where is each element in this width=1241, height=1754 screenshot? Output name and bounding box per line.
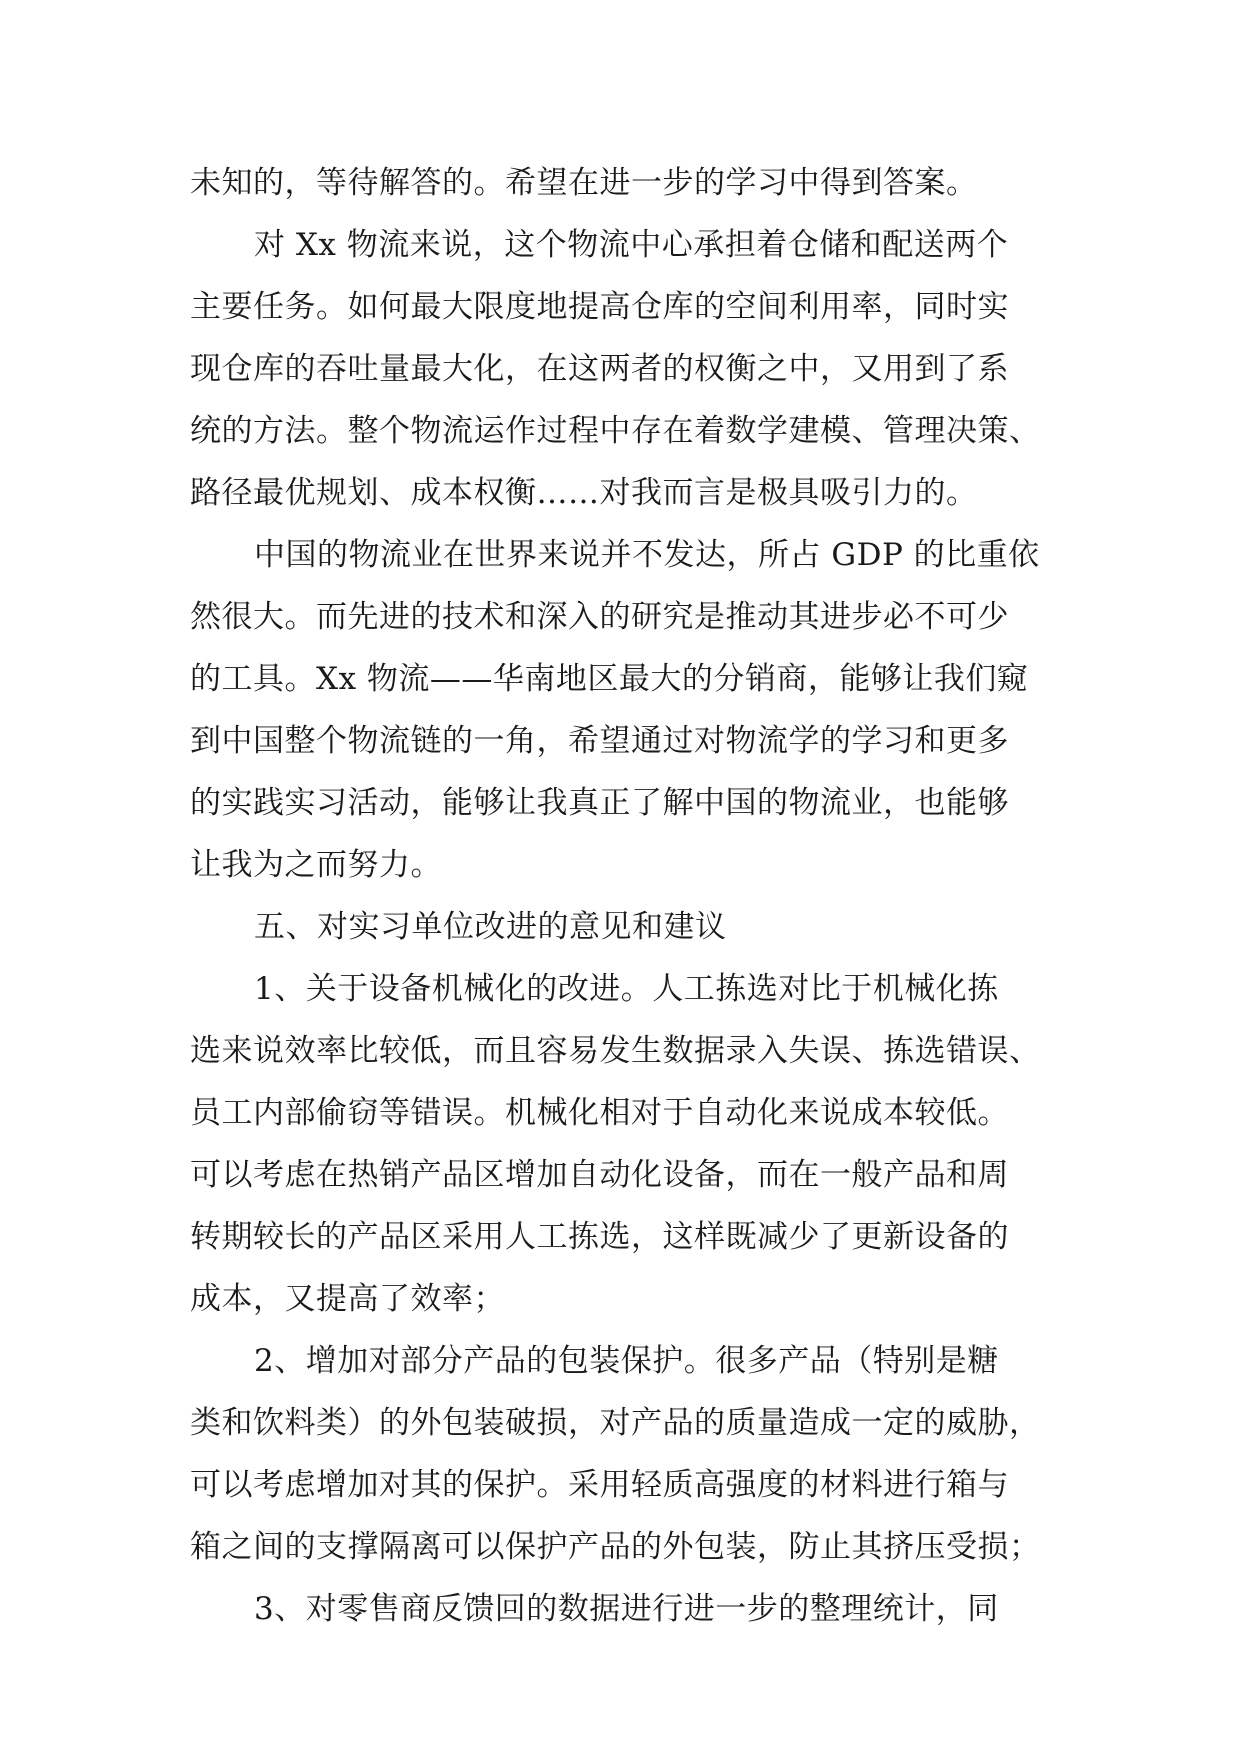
text-line: 可以考虑增加对其的保护。采用轻质高强度的材料进行箱与 <box>190 1467 1009 1503</box>
text-line: 的工具。Xx 物流——华南地区最大的分销商，能够让我们窥 <box>190 661 1029 697</box>
text-line: 路径最优规划、成本权衡……对我而言是极具吸引力的。 <box>190 475 978 511</box>
text-line: 3、对零售商反馈回的数据进行进一步的整理统计，同 <box>254 1591 999 1627</box>
text-line: 然很大。而先进的技术和深入的研究是推动其进步必不可少 <box>190 599 1009 635</box>
text-line: 员工内部偷窃等错误。机械化相对于自动化来说成本较低。 <box>190 1095 1009 1131</box>
text-line: 2、增加对部分产品的包装保护。很多产品（特别是糖 <box>254 1343 999 1379</box>
text-line: 未知的，等待解答的。希望在进一步的学习中得到答案。 <box>190 165 978 201</box>
text-line: 主要任务。如何最大限度地提高仓库的空间利用率，同时实 <box>190 289 1009 325</box>
text-line: 现仓库的吞吐量最大化，在这两者的权衡之中，又用到了系 <box>190 351 1009 387</box>
text-line: 到中国整个物流链的一角，希望通过对物流学的学习和更多 <box>190 723 1009 759</box>
text-line: 选来说效率比较低，而且容易发生数据录入失误、拣选错误、 <box>190 1033 1041 1069</box>
document-body <box>190 152 1070 1640</box>
text-line: 转期较长的产品区采用人工拣选，这样既减少了更新设备的 <box>190 1219 1009 1255</box>
text-line: 可以考虑在热销产品区增加自动化设备，而在一般产品和周 <box>190 1157 1009 1193</box>
text-line: 统的方法。整个物流运作过程中存在着数学建模、管理决策、 <box>190 413 1041 449</box>
text-line: 成本，又提高了效率； <box>190 1281 505 1317</box>
text-line: 的实践实习活动，能够让我真正了解中国的物流业，也能够 <box>190 785 1009 821</box>
text-line: 中国的物流业在世界来说并不发达，所占 GDP 的比重依 <box>254 537 1040 573</box>
text-line: 1、关于设备机械化的改进。人工拣选对比于机械化拣 <box>254 971 999 1007</box>
text-line: 类和饮料类）的外包装破损，对产品的质量造成一定的威胁， <box>190 1405 1041 1441</box>
text-line: 五、对实习单位改进的意见和建议 <box>254 909 727 945</box>
text-line: 对 Xx 物流来说，这个物流中心承担着仓储和配送两个 <box>254 227 1009 263</box>
text-line: 让我为之而努力。 <box>190 847 442 883</box>
text-line: 箱之间的支撑隔离可以保护产品的外包装，防止其挤压受损； <box>190 1529 1041 1565</box>
